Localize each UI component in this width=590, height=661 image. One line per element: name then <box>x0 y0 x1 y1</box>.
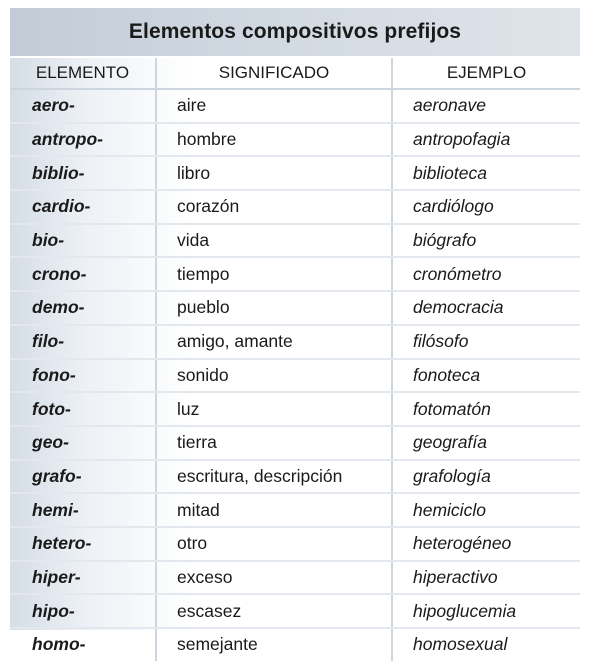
table-row <box>10 359 580 393</box>
table-row <box>10 325 580 359</box>
cell-significado: amigo, amante <box>156 325 392 359</box>
cell-ejemplo: geografía <box>392 426 580 460</box>
cell-ejemplo: hipoglucemia <box>392 594 580 628</box>
header-significado: SIGNIFICADO <box>156 58 392 89</box>
table-row <box>10 561 580 595</box>
cell-significado: exceso <box>156 561 392 595</box>
cell-elemento: bio- <box>10 224 156 258</box>
table-row <box>10 392 580 426</box>
cell-elemento: grafo- <box>10 460 156 494</box>
cell-significado: mitad <box>156 493 392 527</box>
table-row <box>10 224 580 258</box>
cell-ejemplo: heterogéneo <box>392 527 580 561</box>
table-row <box>10 460 580 494</box>
prefix-table-card <box>10 8 580 655</box>
cell-elemento: antropo- <box>10 123 156 157</box>
table-body <box>10 89 580 661</box>
cell-significado: otro <box>156 527 392 561</box>
cell-ejemplo: antropofagia <box>392 123 580 157</box>
cell-significado: tierra <box>156 426 392 460</box>
cell-significado: tiempo <box>156 257 392 291</box>
table-row <box>10 628 580 661</box>
table-title: Elementos compositivos prefijos <box>128 20 462 43</box>
cell-significado: hombre <box>156 123 392 157</box>
prefix-table <box>10 58 580 661</box>
cell-ejemplo: homosexual <box>413 634 508 655</box>
cell-significado: escritura, descripción <box>156 460 392 494</box>
cell-significado: aire <box>156 89 392 123</box>
cell-ejemplo: hemiciclo <box>392 493 580 527</box>
cell-ejemplo: fotomatón <box>392 392 580 426</box>
table-row <box>10 594 580 628</box>
table-row <box>10 156 580 190</box>
header-row <box>10 58 580 89</box>
cell-elemento: cardio- <box>10 190 156 224</box>
cell-significado: luz <box>156 392 392 426</box>
cell-elemento: geo- <box>10 426 156 460</box>
cell-significado: pueblo <box>156 291 392 325</box>
table-row <box>10 527 580 561</box>
cell-elemento: filo- <box>10 325 156 359</box>
cell-ejemplo: hiperactivo <box>392 561 580 595</box>
table-row <box>10 291 580 325</box>
cell-elemento: biblio- <box>10 156 156 190</box>
cell-ejemplo: cronómetro <box>392 257 580 291</box>
cell-ejemplo: aeronave <box>392 89 580 123</box>
cell-significado: escasez <box>156 594 392 628</box>
cell-significado: corazón <box>156 190 392 224</box>
table-row <box>10 123 580 157</box>
cell-ejemplo: filósofo <box>392 325 580 359</box>
cell-elemento: demo- <box>10 291 156 325</box>
cell-significado: vida <box>156 224 392 258</box>
table-row <box>10 89 580 123</box>
cell-elemento: hiper- <box>10 561 156 595</box>
cell-elemento: homo- <box>10 628 156 661</box>
cell-elemento: aero- <box>10 89 156 123</box>
cell-elemento: foto- <box>10 392 156 426</box>
table-row <box>10 190 580 224</box>
cell-elemento: fono- <box>10 359 156 393</box>
header-ejemplo: EJEMPLO <box>392 58 580 89</box>
cell-ejemplo: cardiólogo <box>392 190 580 224</box>
table-row <box>10 493 580 527</box>
cell-significado: libro <box>156 156 392 190</box>
cell-significado: sonido <box>156 359 392 393</box>
cell-ejemplo: biblioteca <box>392 156 580 190</box>
cell-elemento: hipo- <box>10 594 156 628</box>
cell-significado: semejante <box>156 628 392 661</box>
table-row <box>10 257 580 291</box>
cell-ejemplo: democracia <box>392 291 580 325</box>
cell-ejemplo: biógrafo <box>392 224 580 258</box>
cell-ejemplo: fonoteca <box>392 359 580 393</box>
cell-ejemplo: grafología <box>392 460 580 494</box>
cell-elemento: hetero- <box>10 527 156 561</box>
cell-elemento: crono- <box>10 257 156 291</box>
header-elemento: ELEMENTO <box>10 58 156 89</box>
cell-elemento: hemi- <box>10 493 156 527</box>
table-row <box>10 426 580 460</box>
title-bar <box>10 8 580 58</box>
